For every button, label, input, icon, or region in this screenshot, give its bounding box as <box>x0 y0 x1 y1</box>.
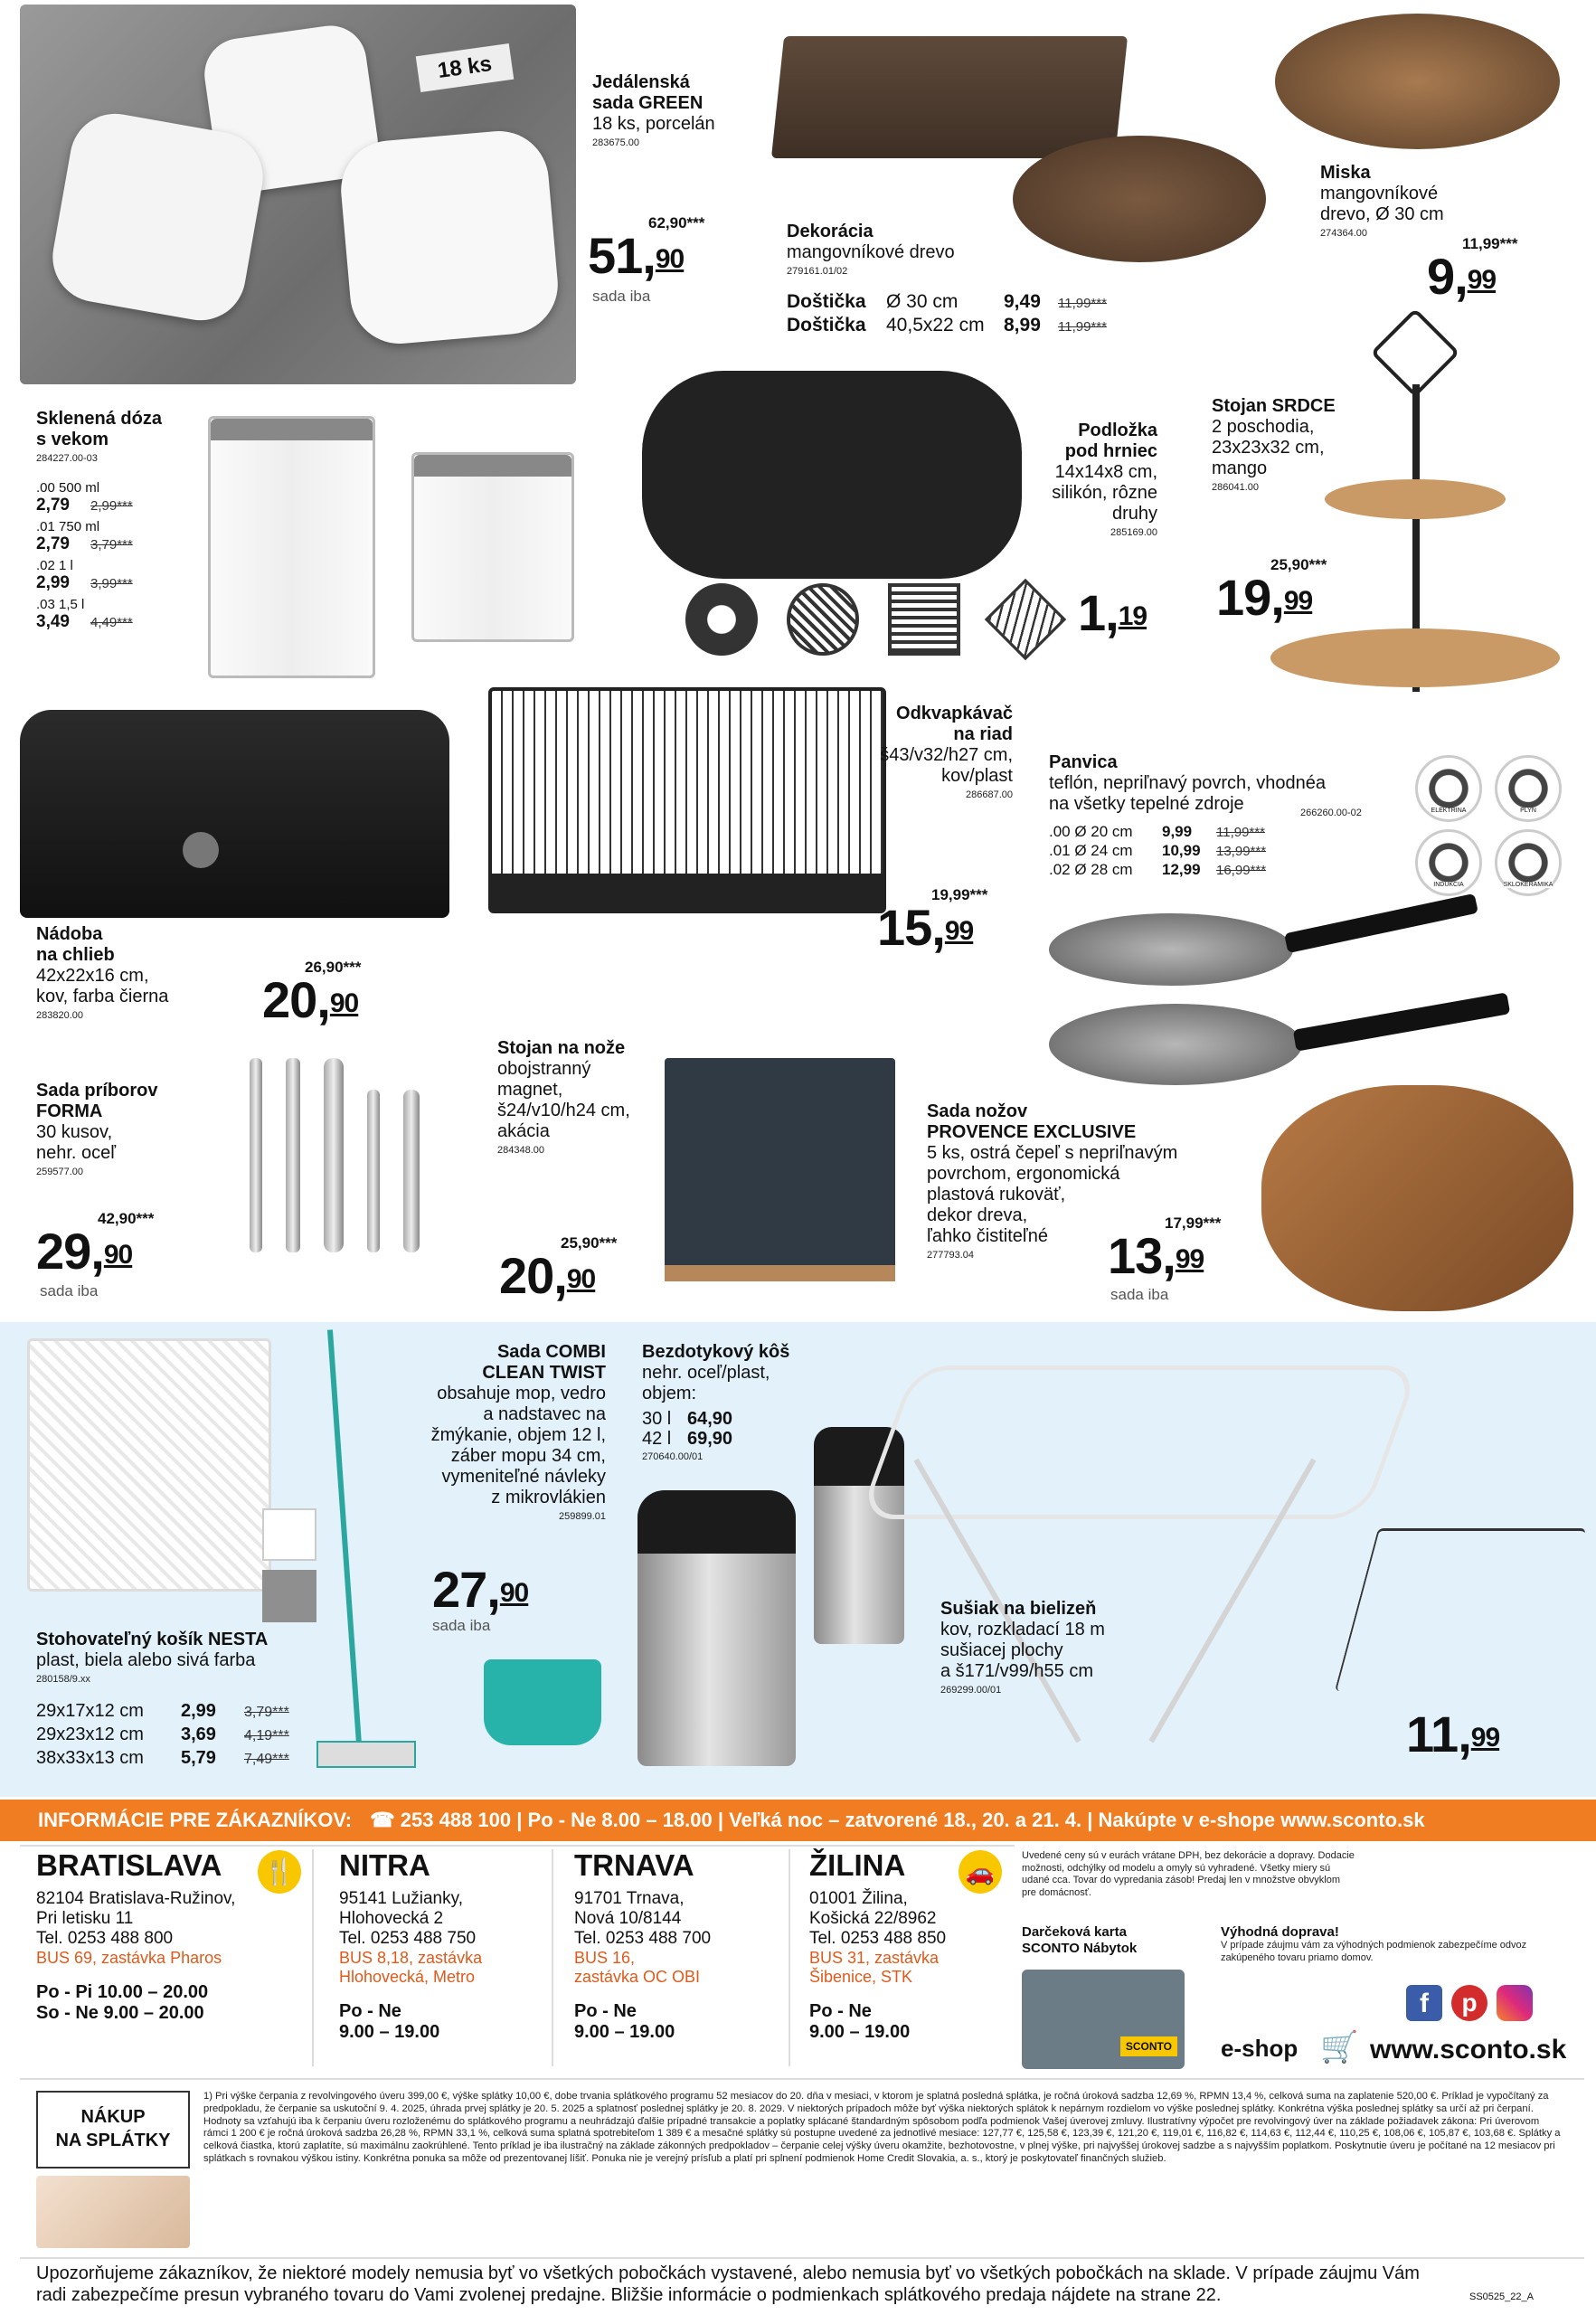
product-name: Stohovateľný košík NESTA <box>36 1630 269 1649</box>
price <box>432 1561 529 1618</box>
info-phone[interactable]: 253 488 100 <box>400 1809 512 1831</box>
heat-source-icon <box>1415 755 1482 822</box>
variant-size: 42 l <box>642 1429 672 1449</box>
heat-source-label: SKLOKERAMIKA <box>1503 882 1554 888</box>
product-code: 280158/9.xx <box>36 1674 90 1685</box>
product-name: Dekorácia <box>787 222 874 241</box>
old-price: 25,90*** <box>1270 556 1327 573</box>
product-code: 283820.00 <box>36 1010 83 1021</box>
cake-stand-image <box>1266 321 1564 719</box>
variant-row <box>1049 842 1266 861</box>
price-int: 19, <box>1216 569 1284 626</box>
price <box>588 227 685 284</box>
variant-row <box>36 1724 289 1747</box>
eshop-label[interactable]: e-shop <box>1221 2035 1299 2062</box>
product-name: Odkvapkávač na riad <box>896 704 1013 744</box>
customer-info-bar <box>0 1800 1596 1841</box>
variant-price: 12,99 <box>1162 861 1201 878</box>
price <box>1108 1227 1204 1284</box>
variant-size: 30 l <box>642 1409 672 1429</box>
heat-source-icon <box>1495 755 1562 822</box>
product-code: 284227.00-03 <box>36 453 98 464</box>
price-cent: 90 <box>499 1578 529 1608</box>
variant-old-price: 2,99*** <box>90 498 133 514</box>
variant-label: .03 1,5 l <box>36 597 85 612</box>
product-desc: š43/v32/h27 cm, kov/plast <box>880 745 1013 786</box>
product-code: 274364.00 <box>1320 228 1367 239</box>
variant-price: 8,99 <box>1004 315 1041 335</box>
product-code: 284348.00 <box>497 1145 544 1156</box>
store-bus: BUS 16, zastávka OC OBI <box>574 1949 701 1986</box>
variant-old-price: 11,99*** <box>1058 296 1107 311</box>
product-code: 286687.00 <box>966 789 1013 800</box>
variant-row <box>642 1409 732 1429</box>
product-name: Stojan na nože <box>497 1038 626 1058</box>
product-desc: nehr. oceľ/plast, objem: <box>642 1363 770 1403</box>
variant-size: 40,5x22 cm <box>886 315 985 335</box>
trivet-pattern-icon <box>985 579 1067 661</box>
variant-label: Doštička <box>787 291 866 312</box>
variant-price: 10,99 <box>1162 842 1201 859</box>
glass-jar-small-image <box>411 452 574 642</box>
product-code: 277793.04 <box>927 1250 974 1261</box>
price-note: sada iba <box>1110 1286 1169 1303</box>
store-bus: BUS 69, zastávka Pharos <box>36 1949 222 1967</box>
plate <box>45 107 269 327</box>
variant-label: .01 750 ml <box>36 519 100 534</box>
variant-row <box>36 1747 289 1771</box>
color-swatch-grey <box>262 1570 316 1622</box>
product-desc: kov, rozkladací 18 m sušiacej plochy a š171/v99/h55 cm <box>940 1620 1105 1681</box>
store-hours: Po - Pi 10.00 – 20.00 So - Ne 9.00 – 20.00 <box>36 1982 209 2023</box>
variant-row <box>36 518 133 553</box>
price-cent: 90 <box>103 1240 133 1270</box>
cutlery-set-image <box>199 1049 470 1252</box>
variant-old-price: 3,79*** <box>244 1705 289 1720</box>
store-city: NITRA <box>339 1848 430 1882</box>
price-int: 15, <box>877 899 945 956</box>
price-int: 9, <box>1427 248 1468 305</box>
restaurant-icon: 🍴 <box>258 1850 301 1894</box>
facebook-icon[interactable]: f <box>1406 1985 1442 2021</box>
variant-label: .02 1 l <box>36 558 73 573</box>
phone-icon: ☎ <box>370 1809 395 1831</box>
variant-size: Ø 30 cm <box>886 291 959 312</box>
store-city: BRATISLAVA <box>36 1848 222 1882</box>
variant-old-price: 4,49*** <box>90 615 133 630</box>
variant-size: 38x33x13 cm <box>36 1748 144 1768</box>
gift-card-image <box>1022 1970 1185 2069</box>
price <box>499 1247 596 1304</box>
gift-card-label: SCONTO <box>1120 2036 1177 2056</box>
variant-old-price: 11,99*** <box>1058 319 1107 335</box>
color-swatch-white <box>262 1508 316 1561</box>
old-price: 62,90*** <box>648 214 705 232</box>
heat-source-icon <box>1415 829 1482 896</box>
variant-price: 3,49 <box>36 612 70 631</box>
variant-price: 5,79 <box>181 1748 216 1768</box>
price-int: 11, <box>1406 1706 1471 1762</box>
product-code: 259899.01 <box>559 1511 606 1522</box>
variant-old-price: 3,79*** <box>90 537 133 553</box>
variant-price: 69,90 <box>687 1429 733 1449</box>
variant-list <box>36 479 133 635</box>
old-price: 17,99*** <box>1165 1214 1222 1232</box>
product-code: 279161.01/02 <box>787 266 848 277</box>
price-cent: 99 <box>944 916 974 946</box>
price-note: sada iba <box>592 288 651 305</box>
price-note: sada iba <box>40 1282 99 1299</box>
product-code: 269299.00/01 <box>940 1685 1002 1696</box>
product-desc: obojstranný magnet, š24/v10/h24 cm, akácia <box>497 1059 630 1141</box>
bread-box-emblem <box>183 832 219 868</box>
heat-source-label: PLYN <box>1520 808 1536 814</box>
product-name: Bezdotykový kôš <box>642 1342 790 1362</box>
variant-price: 9,49 <box>1004 291 1041 312</box>
store-bus: BUS 8,18, zastávka Hlohovecká, Metro <box>339 1949 483 1986</box>
price <box>1427 248 1497 305</box>
variant-price: 64,90 <box>687 1409 733 1429</box>
product-desc: 2 poschodia, 23x23x32 cm, mango <box>1212 417 1325 478</box>
variant-row <box>787 291 1107 315</box>
product-name: Nádoba na chlieb <box>36 924 115 965</box>
trivet-pattern-icon <box>787 583 859 656</box>
variant-list <box>787 291 1107 338</box>
info-rest: | Po - Ne 8.00 – 18.00 | Veľká noc – zatvorené 18., 20. a 21. 4. | Nakúpte v e-shope www.sconto.sk <box>516 1809 1425 1831</box>
variant-size: 29x17x12 cm <box>36 1701 144 1721</box>
tray-image <box>771 36 1128 158</box>
frying-pan-image <box>1049 913 1293 986</box>
variant-label: .02 Ø 28 cm <box>1049 861 1133 878</box>
old-price: 19,99*** <box>931 886 988 903</box>
product-code: 283675.00 <box>592 137 639 148</box>
delivery-text: V prípade záujmu vám za výhodných podmienok zabezpečíme odvoz zakúpeného tovaru priamo domov. <box>1221 1940 1527 1963</box>
old-price: 11,99*** <box>1462 235 1518 252</box>
price-info-text: Uvedené ceny sú v eurách vrátane DPH, bez dekorácie a dopravy. Dodacie možnosti, odchýlky od modelu a omyly sú vyhradené. Všetky miery sú udané cca. Tovar do vypredania zásob! Predaj len v množstve obvyklom pre domácnosť. <box>1022 1850 1355 1898</box>
store-hours: Po - Ne 9.00 – 19.00 <box>574 2001 675 2042</box>
price-int: 29, <box>36 1223 104 1280</box>
delivery-title: Výhodná doprava! <box>1221 1924 1339 1940</box>
price <box>262 971 359 1028</box>
knife-set-image <box>1261 1085 1573 1311</box>
old-price: 25,90*** <box>561 1234 618 1252</box>
gift-card-title: Darčeková karta SCONTO Nábytok <box>1022 1924 1138 1956</box>
product-desc: plast, biela alebo sivá farba <box>36 1650 256 1670</box>
price <box>877 899 974 956</box>
variant-price: 3,69 <box>181 1724 216 1744</box>
pinterest-icon[interactable]: p <box>1451 1985 1487 2021</box>
family-photo <box>36 2176 190 2248</box>
frying-pan-image <box>1049 1004 1302 1085</box>
variant-row <box>1049 823 1266 842</box>
price-cent: 19 <box>1118 601 1147 631</box>
variant-old-price: 13,99*** <box>1216 844 1267 859</box>
product-desc: 18 ks, porcelán <box>592 114 715 134</box>
store-nitra <box>339 1849 570 2043</box>
variant-old-price: 11,99*** <box>1216 825 1265 840</box>
product-code: 259577.00 <box>36 1167 83 1177</box>
variant-row <box>642 1429 732 1449</box>
heat-source-label: ELEKTRINA <box>1431 808 1467 814</box>
variant-row <box>36 479 133 515</box>
variant-old-price: 3,99*** <box>90 576 133 591</box>
product-name: Sušiak na bielizeň <box>940 1599 1097 1619</box>
product-code: 266260.00-02 <box>1300 808 1362 818</box>
trivet-pattern-icon <box>685 583 758 656</box>
trivet-variants <box>685 583 1062 656</box>
variant-row <box>36 557 133 592</box>
price-cent: 90 <box>566 1264 596 1294</box>
variant-list <box>1049 823 1266 880</box>
variant-price: 2,79 <box>36 534 70 553</box>
old-price: 42,90*** <box>98 1210 155 1227</box>
variant-old-price: 16,99*** <box>1216 863 1267 878</box>
product-desc: teflón, nepriľnavý povrch, vhodnéa na všetky tepelné zdroje <box>1049 773 1327 814</box>
store-address: 82104 Bratislava-Ružinov, Pri letisku 11 Tel. 0253 488 800 <box>36 1889 236 1948</box>
old-price: 26,90*** <box>305 959 362 976</box>
product-name: Sada COMBI CLEAN TWIST <box>482 1342 606 1383</box>
car-icon: 🚗 <box>959 1850 1002 1894</box>
product-desc: mangovníkové drevo <box>787 242 955 262</box>
product-code: 270640.00/01 <box>642 1451 704 1462</box>
variant-row <box>1049 861 1266 880</box>
price-int: 13, <box>1108 1227 1176 1284</box>
variant-old-price: 4,19*** <box>244 1728 289 1743</box>
price-cent: 99 <box>1175 1244 1204 1274</box>
plate <box>337 127 562 347</box>
pan-handle <box>1293 992 1511 1051</box>
product-name: Sada nožov PROVENCE EXCLUSIVE <box>927 1101 1137 1142</box>
product-code: 285169.00 <box>1110 527 1157 538</box>
bucket-image <box>484 1659 601 1745</box>
price-cent: 90 <box>329 988 359 1018</box>
variant-price: 9,99 <box>1162 823 1193 840</box>
variant-label: Doštička <box>787 315 866 335</box>
variant-label: .01 Ø 24 cm <box>1049 842 1133 859</box>
badge-18ks: 18 ks <box>416 43 515 92</box>
pan-handle <box>1284 893 1478 953</box>
store-address: 01001 Žilina, Košická 22/8962 Tel. 0253 488 850 <box>809 1889 947 1948</box>
price <box>1078 584 1147 641</box>
glass-jar-large-image <box>208 416 375 678</box>
product-desc: 5 ks, ostrá čepeľ s nepriľnavým povrchom, ergonomická plastová rukoväť, dekor dreva, ľahko čistiteľné <box>927 1143 1178 1246</box>
store-bratislava <box>36 1849 267 2024</box>
price-cent: 99 <box>1467 265 1497 295</box>
trash-can-large-image <box>637 1490 796 1766</box>
product-name: Stojan SRDCE <box>1212 396 1336 416</box>
product-name: Sklenená dóza s vekom <box>36 409 162 449</box>
bowl-image <box>1275 14 1560 149</box>
tier-top <box>1325 479 1506 519</box>
heat-source-label: INDUKCIA <box>1433 882 1464 888</box>
store-address: 91701 Trnava, Nová 10/8144 Tel. 0253 488 700 <box>574 1889 712 1948</box>
variant-label: .00 Ø 20 cm <box>1049 823 1133 840</box>
installment-box[interactable]: NÁKUP NA SPLÁTKY <box>36 2091 190 2169</box>
basket-image <box>27 1338 271 1592</box>
bread-box-image <box>20 710 449 918</box>
trivet-pattern-icon <box>888 583 960 656</box>
variant-price: 2,99 <box>181 1701 216 1721</box>
price-int: 20, <box>499 1247 567 1304</box>
variant-row <box>36 596 133 631</box>
variant-price: 2,99 <box>36 573 70 592</box>
store-zilina <box>809 1849 1040 2043</box>
credit-fine-print: 1) Pri výške čerpania z revolvingového úveru 399,00 €, výške splátky 10,00 €, dobe trvania splátkového programu 52 mesiacov do 20. dňa v mesiaci, v ktorom je splatná posledná splátka, je ročná úroková sadzba 12,69 %, RPMN 13,4 %, celková suma na zaplatenie 520,00 €. Príklad je vypočítaný za predpokladu, že čerpanie sa uskutoční 9. 4. 2025, úhrada prvej splátky je 20. 5. 2025 a splatnosť poslednej splátky je 20. 8. 2029. V niektorých prípadoch môže byť výška niektorých splátok k nepárnym rozdielom vo výške poslednej splátky. Konkrétna výška poslednej splátky sa určí až pri čerpaní. Hodnoty sa vzťahujú iba k čerpaniu úveru rozloženému do splátkového programu a neuhrádzajú ďalšie prípadné transakcie a poplatky splácané štandardným spôsobom podľa podmienok Vašej úverovej zmluvy. Ilustratívny výpočet pre revolvingový úver na základe požiadavek zákona: Pri úverovom rámci 1 200 € je ročná úroková sadzba 26,28 %, RPMN 33,1 %, celková suma splatná spotrebiteľom 1 389 € a mesačné splátky sú postupne uvedené za jednotlivé mesiace: 127,77 €, 125,58 €, 123,39 €, 121,20 €, 119,01 €, 116,82 €, 114,63 €, 112,44 €, 110,25 €, 108,06 €, 105,87 €, 103,68 €. Splátky a celková čiastka, ktorú zaplatíte, sú maximálnu zaokrúhlené. Tento príklad je iba ilustračný na základe zákonných predpokladov – čerpanie celej výšky úveru okamžite, bezhotovostne, v plnej výške, pri najvyššej úrokovej sadzbe a s najvyšším poplatkom. Poskytnutie úveru je počítané na 12 mesiacov pri splátkach s rovnakou výškou istiny. Konkrétna ponuka sa môže od prezentovanej líšiť. Ponuka nie je verejný prísľub a platí pri splnení podmienok Home Credit Slovakia, a. s., ktorý je poskytovateľ finančných služieb. <box>203 2091 1561 2164</box>
price <box>36 1223 133 1280</box>
store-city: TRNAVA <box>574 1848 694 1882</box>
drying-rack-folded-image <box>1335 1528 1586 1691</box>
knife-block-image <box>665 1058 895 1271</box>
price-cent: 99 <box>1283 586 1313 616</box>
website-link[interactable]: www.sconto.sk <box>1370 2035 1567 2065</box>
product-desc: 30 kusov, nehr. oceľ <box>36 1122 117 1163</box>
price-int: 51, <box>588 227 656 284</box>
price-cent: 99 <box>1470 1723 1500 1753</box>
variant-list <box>642 1409 732 1449</box>
price <box>1406 1706 1500 1762</box>
product-code: 286041.00 <box>1212 482 1259 493</box>
tier-bottom <box>1270 628 1560 687</box>
product-desc: obsahuje mop, vedro a nadstavec na žmýkanie, objem 12 l, záber mopu 34 cm, vymeniteľné návleky z mikrovlákien <box>430 1384 606 1507</box>
round-board-image <box>1013 136 1266 262</box>
product-desc: mangovníkové drevo, Ø 30 cm <box>1320 184 1444 224</box>
store-bus: BUS 31, zastávka Šibenice, STK <box>809 1949 940 1986</box>
variant-row <box>36 1700 289 1724</box>
footer-disclaimer: Upozorňujeme zákazníkov, že niektoré modely nemusia byť vo všetkých pobočkách vystavené, alebo nemusia byť vo všetkých pobočkách na sklade. V prípade záujmu Vám radi zabezpečíme presun vybraného tovaru do Vami zvolenej predajne. Bližšie informácie o podmienkach splátkového predaja nájdete na strane 22. <box>36 2263 1420 2305</box>
price-int: 27, <box>432 1561 500 1618</box>
store-trnava <box>574 1849 805 2043</box>
store-city: ŽILINA <box>809 1848 906 1882</box>
price-cent: 90 <box>655 244 685 274</box>
price-int: 20, <box>262 971 330 1028</box>
heat-source-icons <box>1415 755 1569 896</box>
footer-code: SS0525_22_A <box>1469 2291 1534 2302</box>
price-int: 1, <box>1078 584 1119 641</box>
price-note: sada iba <box>432 1617 491 1634</box>
product-name: Sada príborov FORMA <box>36 1081 158 1121</box>
variant-list <box>36 1700 289 1771</box>
heat-source-icon <box>1495 829 1562 896</box>
variant-old-price: 7,49*** <box>244 1752 289 1767</box>
cart-icon[interactable]: 🛒 <box>1320 2030 1359 2065</box>
social-icons <box>1406 1985 1533 2021</box>
product-name: Jedálenská sada GREEN <box>592 72 704 113</box>
instagram-icon[interactable] <box>1497 1985 1533 2021</box>
dinner-set-image <box>20 5 576 384</box>
product-desc: 42x22x16 cm, kov, farba čierna <box>36 966 169 1006</box>
product-name: Miska <box>1320 163 1371 183</box>
product-name: Panvica <box>1049 752 1118 772</box>
variant-size: 29x23x12 cm <box>36 1724 144 1744</box>
variant-price: 2,79 <box>36 496 70 515</box>
product-name: Podložka pod hrniec <box>1064 420 1157 461</box>
store-hours: Po - Ne 9.00 – 19.00 <box>339 2001 440 2042</box>
store-hours: Po - Ne 9.00 – 19.00 <box>809 2001 911 2042</box>
info-label: INFORMÁCIE PRE ZÁKAZNÍKOV: <box>38 1809 353 1831</box>
variant-label: .00 500 ml <box>36 480 100 496</box>
product-desc: 14x14x8 cm, silikón, rôzne druhy <box>1052 462 1157 524</box>
variant-row <box>787 315 1107 338</box>
store-address: 95141 Lužianky, Hlohovecká 2 Tel. 0253 488 750 <box>339 1889 477 1948</box>
